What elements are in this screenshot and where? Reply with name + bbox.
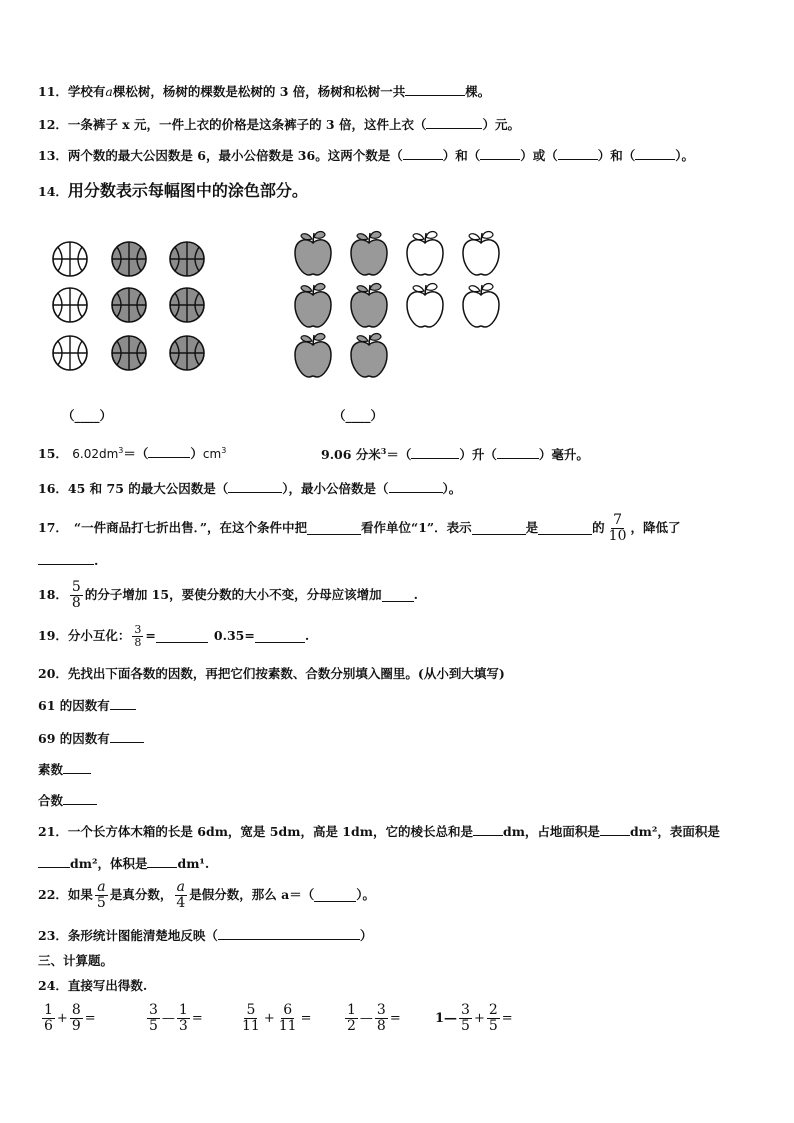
- basketball-icon: [168, 240, 206, 278]
- calc-item: [145, 1003, 203, 1033]
- answer-blank[interactable]: [405, 83, 465, 96]
- answer-blank[interactable]: [426, 116, 482, 129]
- fraction: $\frac{3}{5}$: [149, 1002, 158, 1034]
- calc-operator: +: [263, 1010, 275, 1026]
- fraction: $\frac{2}{5}$: [488, 1002, 498, 1034]
- answer-blank[interactable]: [307, 522, 361, 535]
- question-20-line4: 合数: [38, 792, 97, 809]
- question-15: 15． $6.02dm^3=$（ ）$cm^3$: [38, 446, 227, 461]
- answer-blank[interactable]: [558, 147, 598, 160]
- answer-right[interactable]: （____）: [333, 408, 384, 423]
- calc-operator: +: [56, 1010, 68, 1026]
- fraction: $\frac{5}{8}$: [71, 579, 81, 611]
- basketball-icon: [168, 334, 206, 372]
- basketball-icon: [110, 240, 148, 278]
- question-15b: 9.06 分米$^3$＝（ ）升（ ）毫升。: [321, 446, 589, 463]
- answer-blank[interactable]: [38, 552, 94, 565]
- calc-item: [238, 1003, 311, 1033]
- question-20-line2: 69 的因数有: [38, 730, 144, 747]
- answer-blank[interactable]: [497, 446, 539, 459]
- basketball-icon: [110, 286, 148, 324]
- fraction: $\frac{1}{2}$: [347, 1002, 356, 1034]
- answer-blank[interactable]: [63, 761, 91, 774]
- answer-left[interactable]: （____）: [62, 408, 113, 423]
- question-19: 19． 分小互化： $\frac{3}{8}$ = 0.35= .: [38, 623, 310, 649]
- basketball-icon: [110, 334, 148, 372]
- answer-blank[interactable]: [156, 630, 208, 643]
- basketball-icon: [51, 286, 89, 324]
- answer-blank[interactable]: [110, 697, 136, 710]
- answer-blank[interactable]: [110, 730, 144, 743]
- question-17-cont: .: [38, 552, 98, 569]
- apple-icon: [404, 281, 446, 329]
- basketball-icon: [168, 286, 206, 324]
- answer-blank[interactable]: [38, 855, 70, 868]
- answer-blank[interactable]: [411, 446, 459, 459]
- apple-icon: [292, 281, 334, 329]
- answer-blank[interactable]: [389, 480, 443, 493]
- fraction: $\frac{3}{5}$: [461, 1002, 470, 1034]
- fraction: $\frac{1}{3}$: [178, 1002, 188, 1034]
- question-11: 11．学校有a棵松树，杨树的棵数是松树的 3 倍，杨树和松树一共 棵。: [38, 84, 491, 99]
- question-14: 14．用分数表示每幅图中的涂色部分。: [38, 181, 308, 200]
- fraction: $\frac{7}{10}$: [608, 512, 627, 544]
- calc-operator: —: [161, 1010, 175, 1026]
- apple-icon: [292, 229, 334, 277]
- calc-operator: —: [359, 1010, 373, 1026]
- fraction: $\frac{3}{8}$: [134, 623, 142, 649]
- answer-blank[interactable]: [147, 855, 177, 868]
- fraction: $\frac{a}{4}$: [176, 879, 186, 911]
- calc-equals[interactable]: =: [501, 1010, 513, 1026]
- apple-icon: [460, 229, 502, 277]
- answer-blank[interactable]: [473, 823, 503, 836]
- question-20-line3: 素数: [38, 761, 91, 778]
- answer-blank[interactable]: [218, 927, 360, 940]
- calc-equals[interactable]: =: [191, 1010, 203, 1026]
- question-24: 24．直接写出得数.: [38, 978, 148, 993]
- answer-blank[interactable]: [403, 147, 443, 160]
- calc-operator: +: [473, 1010, 485, 1026]
- question-22: 22． 如果 $\frac{a}{5}$ 是真分数， $\frac{a}{4}$ 是假分数，那么 a＝（ ）。: [38, 879, 375, 911]
- answer-blank[interactable]: [382, 589, 414, 602]
- answer-blank[interactable]: [635, 147, 675, 160]
- answer-blank[interactable]: [314, 889, 356, 902]
- calc-item: [343, 1003, 401, 1033]
- apple-icon: [404, 229, 446, 277]
- question-16: 16．45 和 75 的最大公因数是（ ），最小公倍数是（ ）。: [38, 481, 462, 496]
- calc-lead: 1—: [435, 1010, 458, 1026]
- answer-blank[interactable]: [228, 480, 282, 493]
- question-12: 12．一条裤子 x 元，一件上衣的价格是这条裤子的 3 倍，这件上衣（ ）元。: [38, 117, 520, 132]
- question-20: 20．先找出下面各数的因数，再把它们按素数、合数分别填入圈里。(从小到大填写): [38, 666, 505, 681]
- basketball-icon: [51, 240, 89, 278]
- fraction: $\frac{1}{6}$: [44, 1002, 53, 1034]
- apple-icon: [348, 281, 390, 329]
- question-20-line1: 61 的因数有: [38, 697, 136, 714]
- fraction: $\frac{5}{11}$: [242, 1002, 260, 1034]
- calc-equals[interactable]: =: [300, 1010, 312, 1026]
- answer-blank[interactable]: [538, 522, 592, 535]
- question-13: 13．两个数的最大公因数是 6，最小公倍数是 36。这两个数是（ ）和（ ）或（ ）和（ ）。: [38, 148, 695, 163]
- calc-item: [435, 1003, 513, 1033]
- answer-blank[interactable]: [600, 823, 630, 836]
- apple-icon: [348, 229, 390, 277]
- calc-equals[interactable]: =: [389, 1010, 401, 1026]
- answer-blank[interactable]: [255, 630, 305, 643]
- calc-item: [40, 1003, 96, 1033]
- fraction: $\frac{3}{8}$: [376, 1002, 386, 1034]
- apple-icon: [460, 281, 502, 329]
- question-21: 21．一个长方体木箱的长是 6dm，宽是 5dm，高是 1dm，它的棱长总和是 dm，占地面积是 dm²，表面积是: [38, 824, 720, 839]
- answer-blank[interactable]: [480, 147, 520, 160]
- basketball-icon: [51, 334, 89, 372]
- answer-blank[interactable]: [472, 522, 526, 535]
- fraction: $\frac{8}{9}$: [71, 1002, 81, 1034]
- apple-icon: [348, 331, 390, 379]
- answer-blank[interactable]: [148, 445, 190, 458]
- fraction: $\frac{a}{5}$: [96, 879, 106, 911]
- question-17: 17． “一件商品打七折出售．”，在这个条件中把 看作单位“1”．表示 是 的 $\frac{7}{10}$ ，降低了: [38, 512, 681, 544]
- section-heading: 三、计算题。: [38, 953, 114, 968]
- fraction: $\frac{6}{11}$: [278, 1002, 297, 1034]
- calc-equals[interactable]: =: [84, 1010, 96, 1026]
- question-18: 18． $\frac{5}{8}$ 的分子增加 15，要使分数的大小不变，分母应该增加 .: [38, 579, 418, 611]
- apple-icon: [292, 331, 334, 379]
- answer-blank[interactable]: [63, 792, 97, 805]
- question-23: 23．条形统计图能清楚地反映（ ）: [38, 928, 373, 943]
- question-21-cont: dm²，体积是 dm¹.: [38, 855, 209, 872]
